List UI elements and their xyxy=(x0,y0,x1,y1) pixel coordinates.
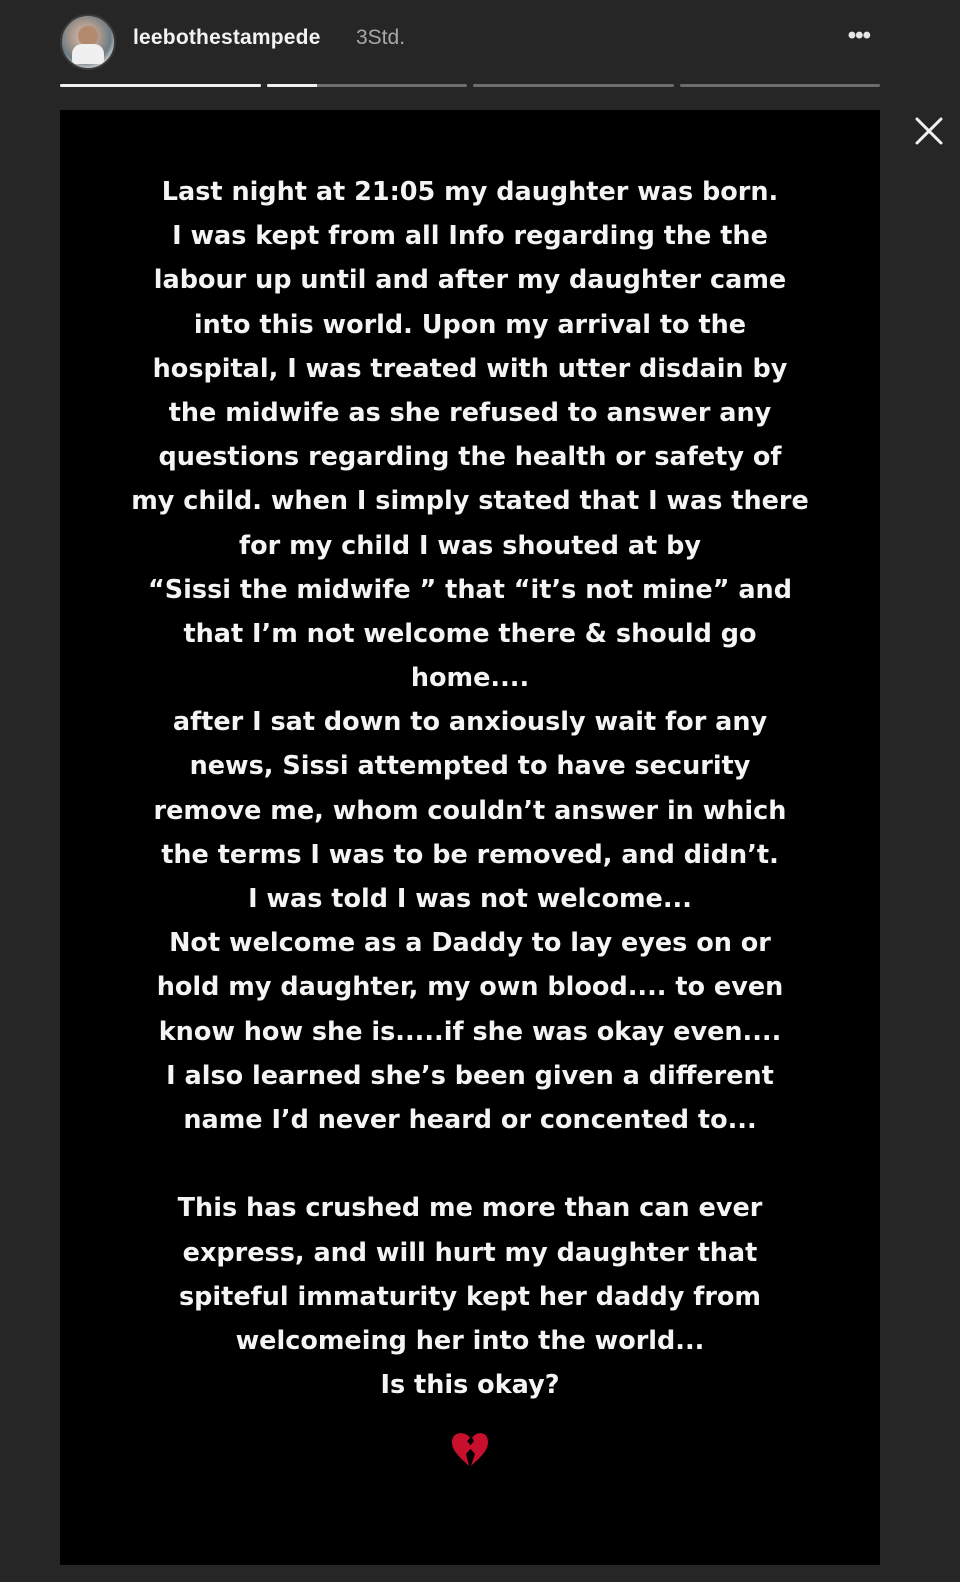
story-line: news, Sissi attempted to have security xyxy=(189,751,751,782)
heart-right-half xyxy=(469,1433,488,1466)
progress-segment xyxy=(680,84,881,87)
story-line: into this world. Upon my arrival to the xyxy=(193,309,747,340)
story-line: “Sissi the midwife ” that “it’s not mine” and xyxy=(148,574,792,605)
story-line: Last night at 21:05 my daughter was born. xyxy=(161,177,779,207)
story-line: that I’m not welcome there & should go xyxy=(183,618,757,649)
story-line: for my child I was shouted at by xyxy=(239,530,701,561)
avatar-body xyxy=(72,44,104,64)
story-line: express, and will hurt my daughter that xyxy=(182,1237,758,1268)
story-line: hospital, I was treated with utter disdain by xyxy=(152,353,788,384)
story-line: Is this okay? xyxy=(380,1370,560,1401)
progress-segment xyxy=(60,84,261,87)
story-line: my child. when I simply stated that I was there xyxy=(131,486,809,517)
story-line: after I sat down to anxiously wait for any xyxy=(172,707,768,738)
story-content[interactable] xyxy=(60,110,880,1565)
story-line: Not welcome as a Daddy to lay eyes on or xyxy=(169,928,771,959)
more-icon[interactable]: ••• xyxy=(847,22,870,49)
story-line: questions regarding the health or safety of xyxy=(158,442,782,473)
progress-segment xyxy=(473,84,674,87)
story-text xyxy=(60,170,880,1407)
progress-segment-fill xyxy=(60,84,261,87)
story-timestamp: 3Std. xyxy=(356,26,406,49)
close-icon[interactable] xyxy=(912,114,946,148)
story-line: I was kept from all Info regarding the the xyxy=(172,221,768,252)
story-line: I was told I was not welcome... xyxy=(248,884,692,914)
story-progress-bar xyxy=(60,84,880,88)
story-line: name I’d never heard or concented to... xyxy=(183,1104,757,1135)
story-line: remove me, whom couldn’t answer in which xyxy=(153,795,787,826)
heart-left-half xyxy=(452,1433,472,1466)
avatar[interactable] xyxy=(60,14,116,70)
story-line: I also learned she’s been given a different xyxy=(166,1060,774,1091)
story-line: labour up until and after my daughter came xyxy=(153,265,787,296)
story-line: hold my daughter, my own blood.... to even xyxy=(156,972,784,1003)
story-line: the midwife as she refused to answer any xyxy=(168,397,772,428)
progress-segment xyxy=(267,84,468,87)
progress-segment-fill xyxy=(267,84,317,87)
avatar-head xyxy=(78,26,98,46)
username[interactable]: leebothestampede xyxy=(133,26,321,49)
story-line: welcomeing her into the world... xyxy=(235,1325,705,1356)
story-line: home.... xyxy=(410,663,530,694)
story-line xyxy=(60,1142,880,1186)
broken-heart-icon xyxy=(450,1430,490,1468)
story-line: the terms I was to be removed, and didn’t. xyxy=(161,839,779,870)
story-header xyxy=(60,8,890,70)
story-line: know how she is.....if she was okay even.... xyxy=(158,1016,782,1047)
story-line: This has crushed me more than can ever xyxy=(177,1193,763,1224)
story-line: spiteful immaturity kept her daddy from xyxy=(179,1281,761,1312)
